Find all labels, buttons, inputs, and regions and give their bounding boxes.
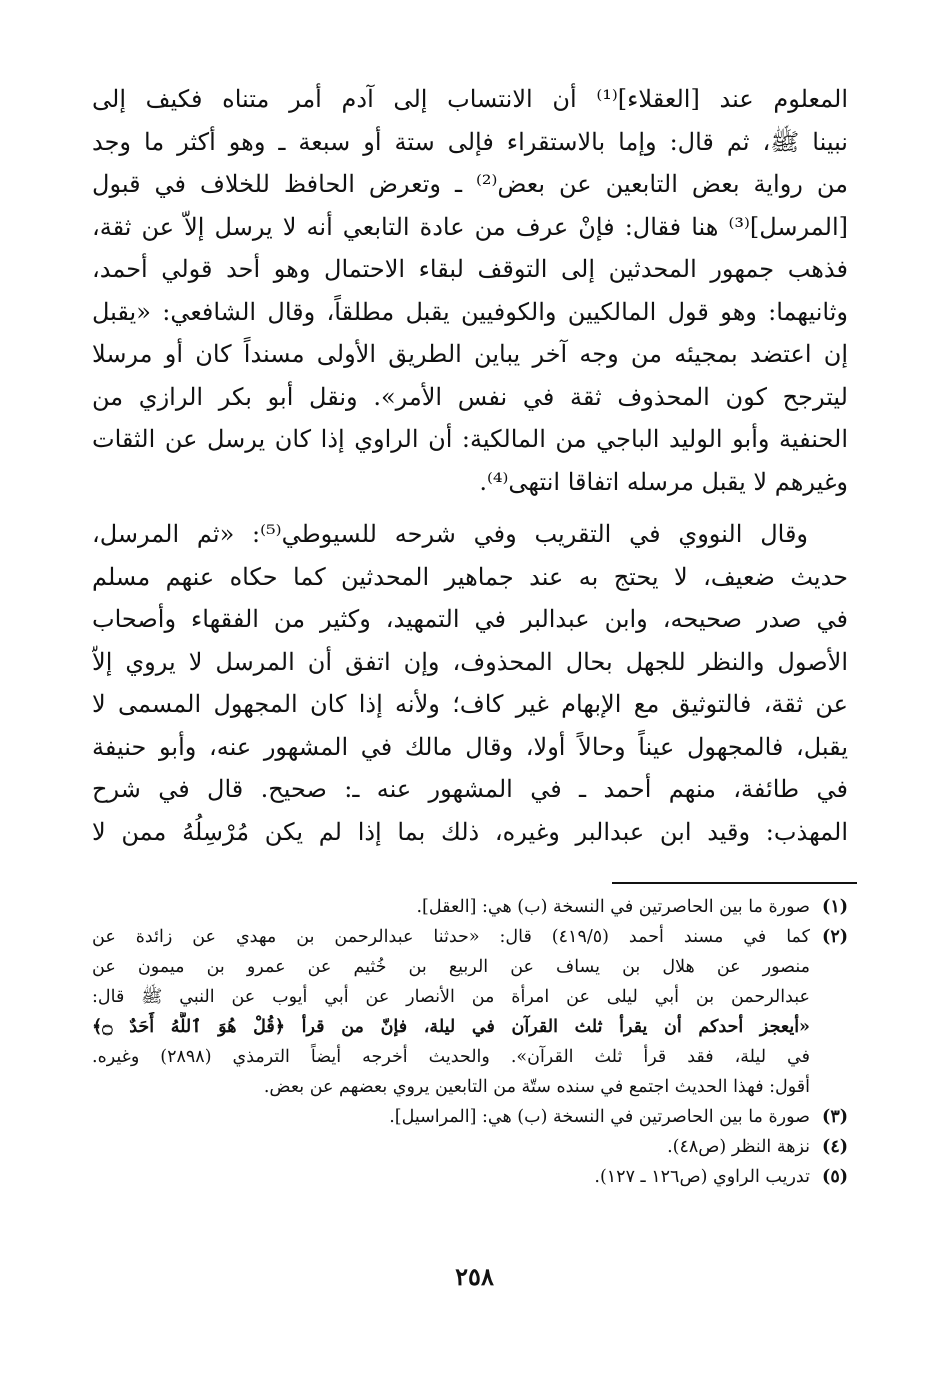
text-line: يقبل، فالمجهول عيناً وحالاً أولا، وقال مالك في المشهور عنه، وأبو حنيفة xyxy=(92,732,848,761)
text-line: الحنفية وأبو الوليد الباجي من المالكية: أن الراوي إذا كان يرسل عن الثقات xyxy=(92,425,848,453)
text-line: حديث ضعيف، لا يحتج به عند جماهير المحدثين كما حكاه عنهم مسلم xyxy=(92,562,848,591)
text-line: في صدر صحيحه، وابن عبدالبر في التمهيد، وكثير من الفقهاء وأصحاب xyxy=(92,605,848,633)
text-line: فذهب جمهور المحدثين إلى التوقف لبقاء الاحتمال وهو أحد قولي أحمد، xyxy=(92,255,848,283)
footnotes xyxy=(92,892,848,1192)
text-line: المهذب: وقيد ابن عبدالبر وغيره، ذلك بما إذا لم يكن مُرْسِلُهُ ممن لا xyxy=(92,817,848,846)
page-number: ٢٥٨ xyxy=(455,1262,494,1291)
footnote-line: تدريب الراوي (ص١٢٦ ـ ١٢٧). xyxy=(594,1167,810,1187)
text-line: وثانيهما: وهو قول المالكيين والكوفيين يقبل مطلقاً، وقال الشافعي: «يقبل xyxy=(92,297,848,326)
text-line: الأصول والنظر للجهل بحال المحذوف، وإن اتفق أن المرسل لا يروي إلاّ xyxy=(92,647,848,676)
footnote-number: (٣) xyxy=(822,1107,848,1127)
text-line: في طائفة، منهم أحمد ـ في المشهور عنه ـ: صحيح. قال في شرح xyxy=(92,775,848,803)
text-line: المعلوم عند [العقلاء]⁽¹⁾ أن الانتساب إلى آدم أمر متناه فكيف إلى xyxy=(92,85,848,113)
footnote-line: «أيعجز أحدكم أن يقرأ ثلث القرآن في ليلة، فإنّ من قرأ ﴿قُلْ هُوَ ٱللَّهُ أَحَدٌ ۝﴾ xyxy=(92,1017,810,1037)
footnote-line: أقول: فهذا الحديث اجتمع في سنده ستّة من التابعين يروي بعضهم عن بعض. xyxy=(263,1077,810,1097)
footnote-line: صورة ما بين الحاصرتين في النسخة (ب) هي: [المراسيل]. xyxy=(389,1107,810,1127)
text-line: وغيرهم لا يقبل مرسله اتفاقا انتهى⁽⁴⁾. xyxy=(479,467,848,496)
footnote-line: عبدالرحمن بن أبي ليلى عن امرأة من الأنصار عن أبي أيوب عن النبي ﷺ قال: xyxy=(92,987,810,1007)
text-line: وقال النووي في التقريب وفي شرحه للسيوطي⁽⁵⁾: «ثم المرسل، xyxy=(92,520,809,548)
footnote-number: (٢) xyxy=(822,927,848,947)
footnote-5 xyxy=(92,1162,848,1192)
paragraph-2 xyxy=(92,513,848,853)
paragraph-gap xyxy=(92,503,848,513)
footnote-number: (١) xyxy=(822,897,848,917)
text-line: عن ثقة، فالتوثيق مع الإبهام غير كاف؛ ولأنه إذا كان المجهول المسمى لا xyxy=(92,690,848,718)
footnote-line: في ليلة، فقد قرأ ثلث القرآن». والحديث أخرجه أيضاً الترمذي (٢٨٩٨) وغيره. xyxy=(92,1047,810,1067)
footnote-line: نزهة النظر (ص٤٨). xyxy=(667,1137,810,1157)
footnote-line: كما في مسند أحمد (٤١٩/٥) قال: «حدثنا عبدالرحمن بن مهدي عن زائدة عن xyxy=(92,927,810,947)
text-line: إن اعتضد بمجيئه من وجه آخر يباين الطريق الأولى مسنداً كان أو مرسلا xyxy=(92,340,848,368)
text-line: نبينا ﷺ، ثم قال: وإما بالاستقراء فإلى ستة أو سبعة ـ وهو أكثر ما وجد xyxy=(92,127,848,156)
footnote-line: صورة ما بين الحاصرتين في النسخة (ب) هي: [العقل]. xyxy=(416,897,810,917)
footnote-number: (٤) xyxy=(822,1137,848,1157)
footnote-3 xyxy=(92,1102,848,1132)
text-line: [المرسل]⁽³⁾ هنا فقال: فإنْ عرف من عادة التابعي أنه لا يرسل إلاّ عن ثقة، xyxy=(92,212,848,241)
main-text xyxy=(92,78,848,853)
paragraph-1 xyxy=(92,78,848,503)
text-line: من رواية بعض التابعين عن بعض⁽²⁾ ـ وتعرض الحافظ للخلاف في قبول xyxy=(92,170,848,198)
text-line: ليترجح كون المحذوف ثقة في نفس الأمر». ونقل أبو بكر الرازي من xyxy=(92,382,848,411)
footnote-1 xyxy=(92,892,848,922)
footnote-line: منصور عن هلال بن يساف عن الربيع بن خُثيم عن عمرو بن ميمون عن xyxy=(92,957,810,977)
footnote-2 xyxy=(92,922,848,1102)
footnote-separator xyxy=(612,882,857,884)
footnote-number: (٥) xyxy=(822,1167,848,1187)
footnote-4 xyxy=(92,1132,848,1162)
